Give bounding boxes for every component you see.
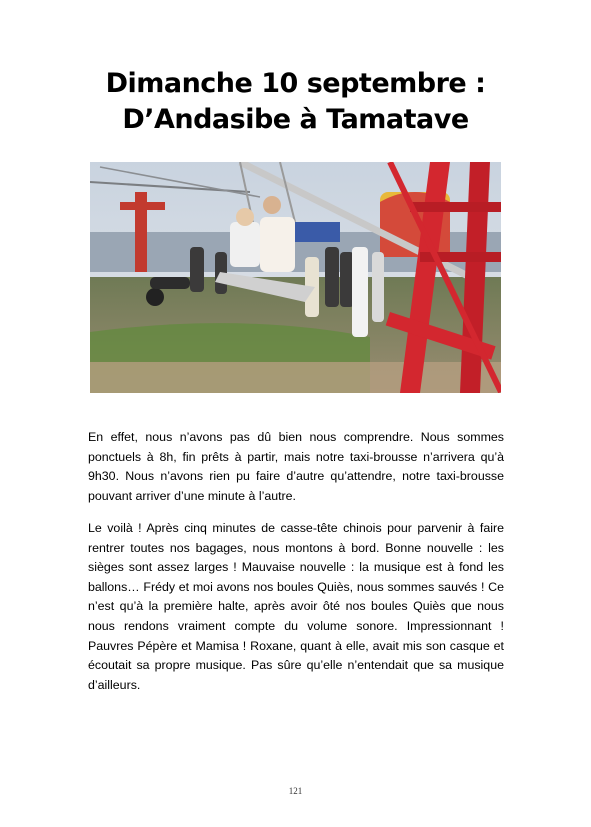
page-title (40, 66, 551, 138)
title-line-1: Dimanche 10 septembre : (105, 68, 486, 99)
page-number: 121 (288, 786, 303, 796)
paragraph-2: Le voilà ! Après cinq minutes de casse-tête chinois pour parvenir à faire rentrer toutes nos bagages, nous montons à bord. Bonne nouvelle : les sièges sont assez larges ! Mauvaise nouvelle : la musique est à fond les ballons… Frédy et moi avons nos boules Quiès, nous sommes sauvés ! Ce n’est qu’à la première halte, après avoir ôté nos boules Quiès que nous nous rendons vraiment compte du volume sonore. Impressionnant ! Pauvres Pépère et Mamisa ! Roxane, quant à elle, avait mis son casque et écoutait sa propre musique. Pas sûre qu’elle n’entendait que sa musique d’ailleurs. (88, 521, 504, 692)
title-line-2: D’Andasibe à Tamatave (122, 104, 469, 135)
fairground-ride-photo (90, 162, 501, 393)
paragraph-1: En effet, nous n’avons pas dû bien nous comprendre. Nous sommes ponctuels à 8h, fin prêts à partir, mais notre taxi-brousse n’arrivera qu’à 9h30. Nous n’avons rien pu faire d’autre qu’attendre, notre taxi-brousse pouvant arriver d’une minute à l’autre. (88, 430, 504, 503)
